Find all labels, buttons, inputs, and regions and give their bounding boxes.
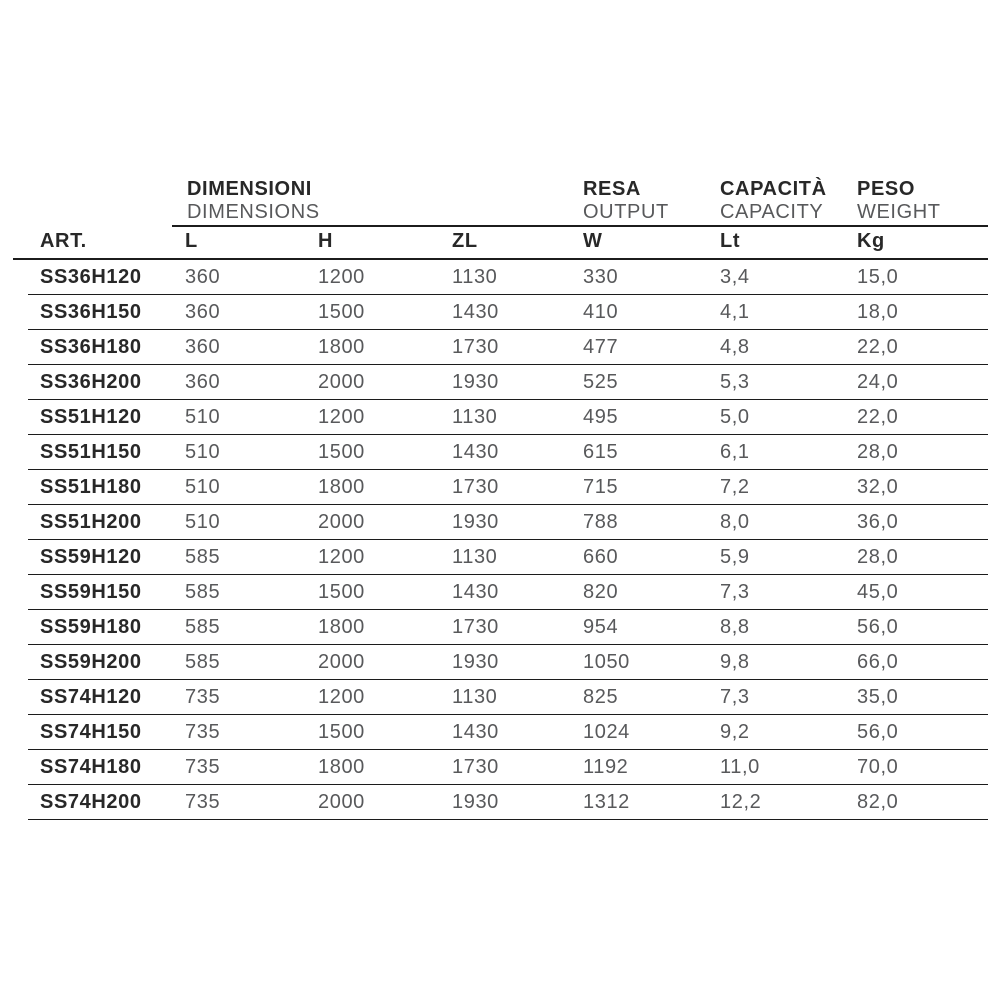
group-header-output (583, 175, 720, 225)
cell-lt: 7,3 (720, 580, 750, 603)
table-row (28, 330, 988, 365)
cell-w: 477 (583, 335, 619, 358)
cell-art: SS51H150 (40, 440, 142, 463)
cell-h: 1800 (318, 615, 365, 638)
cell-h: 1500 (318, 580, 365, 603)
cell-lt: 4,1 (720, 300, 750, 323)
cell-zl: 1130 (452, 685, 498, 708)
cell-l: 735 (185, 755, 221, 778)
cell-kg: 70,0 (857, 755, 899, 778)
cell-w: 495 (583, 405, 619, 428)
group-label-it: CAPACITÀ (720, 178, 827, 200)
cell-kg: 32,0 (857, 475, 899, 498)
cell-lt: 3,4 (720, 265, 750, 288)
cell-w: 825 (583, 685, 619, 708)
cell-l: 360 (185, 370, 221, 393)
cell-l: 735 (185, 790, 221, 813)
cell-art: SS59H200 (40, 650, 142, 673)
cell-kg: 22,0 (857, 335, 899, 358)
cell-l: 510 (185, 405, 221, 428)
cell-w: 615 (583, 440, 619, 463)
cell-zl: 1730 (452, 615, 499, 638)
cell-h: 2000 (318, 370, 365, 393)
cell-zl: 1130 (452, 405, 498, 428)
table-row (28, 645, 988, 680)
cell-l: 585 (185, 650, 221, 673)
cell-kg: 35,0 (857, 685, 899, 708)
group-header-row (13, 175, 988, 225)
table-row (28, 575, 988, 610)
cell-art: SS74H180 (40, 755, 142, 778)
cell-w: 330 (583, 265, 619, 288)
group-label-en: OUTPUT (583, 201, 669, 223)
group-label-it: PESO (857, 178, 915, 200)
group-label-it: RESA (583, 178, 641, 200)
column-header-row (13, 227, 988, 260)
cell-zl: 1930 (452, 650, 499, 673)
table-row (28, 505, 988, 540)
cell-kg: 28,0 (857, 440, 899, 463)
cell-kg: 36,0 (857, 510, 899, 533)
table-row (28, 260, 988, 295)
cell-zl: 1930 (452, 370, 499, 393)
table-row (28, 470, 988, 505)
cell-h: 1200 (318, 545, 365, 568)
cell-w: 1192 (583, 755, 629, 778)
column-header-lt: Lt (720, 230, 741, 252)
column-header-art: ART. (40, 230, 87, 252)
cell-lt: 8,0 (720, 510, 750, 533)
cell-art: SS51H200 (40, 510, 142, 533)
cell-lt: 9,2 (720, 720, 750, 743)
cell-lt: 7,3 (720, 685, 750, 708)
cell-h: 1500 (318, 300, 365, 323)
cell-kg: 82,0 (857, 790, 899, 813)
cell-l: 585 (185, 615, 221, 638)
cell-zl: 1930 (452, 790, 499, 813)
cell-h: 1200 (318, 405, 365, 428)
cell-h: 2000 (318, 650, 365, 673)
cell-art: SS74H200 (40, 790, 142, 813)
cell-art: SS59H150 (40, 580, 142, 603)
cell-lt: 4,8 (720, 335, 750, 358)
table-row (28, 715, 988, 750)
group-label-it: DIMENSIONI (187, 178, 312, 200)
cell-h: 1500 (318, 720, 365, 743)
cell-h: 1200 (318, 265, 365, 288)
cell-art: SS74H120 (40, 685, 142, 708)
cell-h: 2000 (318, 510, 365, 533)
cell-l: 360 (185, 265, 221, 288)
cell-art: SS74H150 (40, 720, 142, 743)
cell-lt: 9,8 (720, 650, 750, 673)
cell-art: SS51H120 (40, 405, 142, 428)
cell-l: 510 (185, 510, 221, 533)
table-row (28, 680, 988, 715)
cell-art: SS36H180 (40, 335, 142, 358)
cell-l: 585 (185, 545, 221, 568)
table-row (28, 435, 988, 470)
cell-kg: 56,0 (857, 720, 899, 743)
cell-zl: 1430 (452, 440, 499, 463)
cell-lt: 5,0 (720, 405, 750, 428)
cell-art: SS36H200 (40, 370, 142, 393)
group-label-en: WEIGHT (857, 201, 941, 223)
cell-lt: 8,8 (720, 615, 750, 638)
cell-art: SS51H180 (40, 475, 142, 498)
cell-zl: 1730 (452, 335, 499, 358)
column-header-kg: Kg (857, 230, 885, 252)
cell-zl: 1430 (452, 580, 499, 603)
cell-w: 788 (583, 510, 619, 533)
cell-art: SS36H150 (40, 300, 142, 323)
cell-l: 510 (185, 475, 221, 498)
cell-lt: 7,2 (720, 475, 750, 498)
cell-zl: 1130 (452, 265, 498, 288)
table-body (13, 260, 988, 820)
cell-kg: 18,0 (857, 300, 899, 323)
cell-lt: 12,2 (720, 790, 762, 813)
group-header-dimensions (185, 175, 583, 225)
cell-l: 360 (185, 300, 221, 323)
cell-w: 820 (583, 580, 619, 603)
cell-w: 410 (583, 300, 619, 323)
cell-h: 1500 (318, 440, 365, 463)
group-header-weight (857, 175, 988, 225)
cell-zl: 1730 (452, 475, 499, 498)
cell-kg: 45,0 (857, 580, 899, 603)
table-row (28, 750, 988, 785)
cell-kg: 15,0 (857, 265, 899, 288)
cell-w: 715 (583, 475, 619, 498)
cell-w: 660 (583, 545, 619, 568)
cell-lt: 11,0 (720, 755, 760, 778)
cell-zl: 1430 (452, 720, 499, 743)
group-label-en: DIMENSIONS (187, 201, 320, 223)
column-header-h: H (318, 230, 334, 252)
cell-lt: 5,9 (720, 545, 750, 568)
cell-kg: 56,0 (857, 615, 899, 638)
cell-zl: 1730 (452, 755, 499, 778)
cell-zl: 1930 (452, 510, 499, 533)
cell-kg: 66,0 (857, 650, 899, 673)
cell-l: 510 (185, 440, 221, 463)
table-row (28, 610, 988, 645)
cell-art: SS59H120 (40, 545, 142, 568)
table-row (28, 295, 988, 330)
cell-h: 1800 (318, 475, 365, 498)
cell-kg: 22,0 (857, 405, 899, 428)
column-header-l: L (185, 230, 198, 252)
cell-l: 360 (185, 335, 221, 358)
table-row (28, 785, 988, 820)
cell-h: 1200 (318, 685, 365, 708)
cell-kg: 28,0 (857, 545, 899, 568)
column-header-zl: ZL (452, 230, 478, 252)
table-row (28, 365, 988, 400)
cell-kg: 24,0 (857, 370, 899, 393)
cell-l: 735 (185, 685, 221, 708)
cell-l: 585 (185, 580, 221, 603)
cell-lt: 6,1 (720, 440, 750, 463)
cell-h: 1800 (318, 755, 365, 778)
column-header-w: W (583, 230, 603, 252)
group-header-capacity (720, 175, 857, 225)
cell-w: 1050 (583, 650, 630, 673)
table-row (28, 540, 988, 575)
cell-l: 735 (185, 720, 221, 743)
cell-w: 1024 (583, 720, 630, 743)
cell-art: SS59H180 (40, 615, 142, 638)
cell-w: 954 (583, 615, 619, 638)
table-row (28, 400, 988, 435)
cell-h: 2000 (318, 790, 365, 813)
cell-lt: 5,3 (720, 370, 750, 393)
cell-w: 1312 (583, 790, 630, 813)
group-label-en: CAPACITY (720, 201, 824, 223)
cell-zl: 1130 (452, 545, 498, 568)
cell-w: 525 (583, 370, 619, 393)
cell-art: SS36H120 (40, 265, 142, 288)
spec-table (13, 175, 988, 820)
cell-h: 1800 (318, 335, 365, 358)
cell-zl: 1430 (452, 300, 499, 323)
